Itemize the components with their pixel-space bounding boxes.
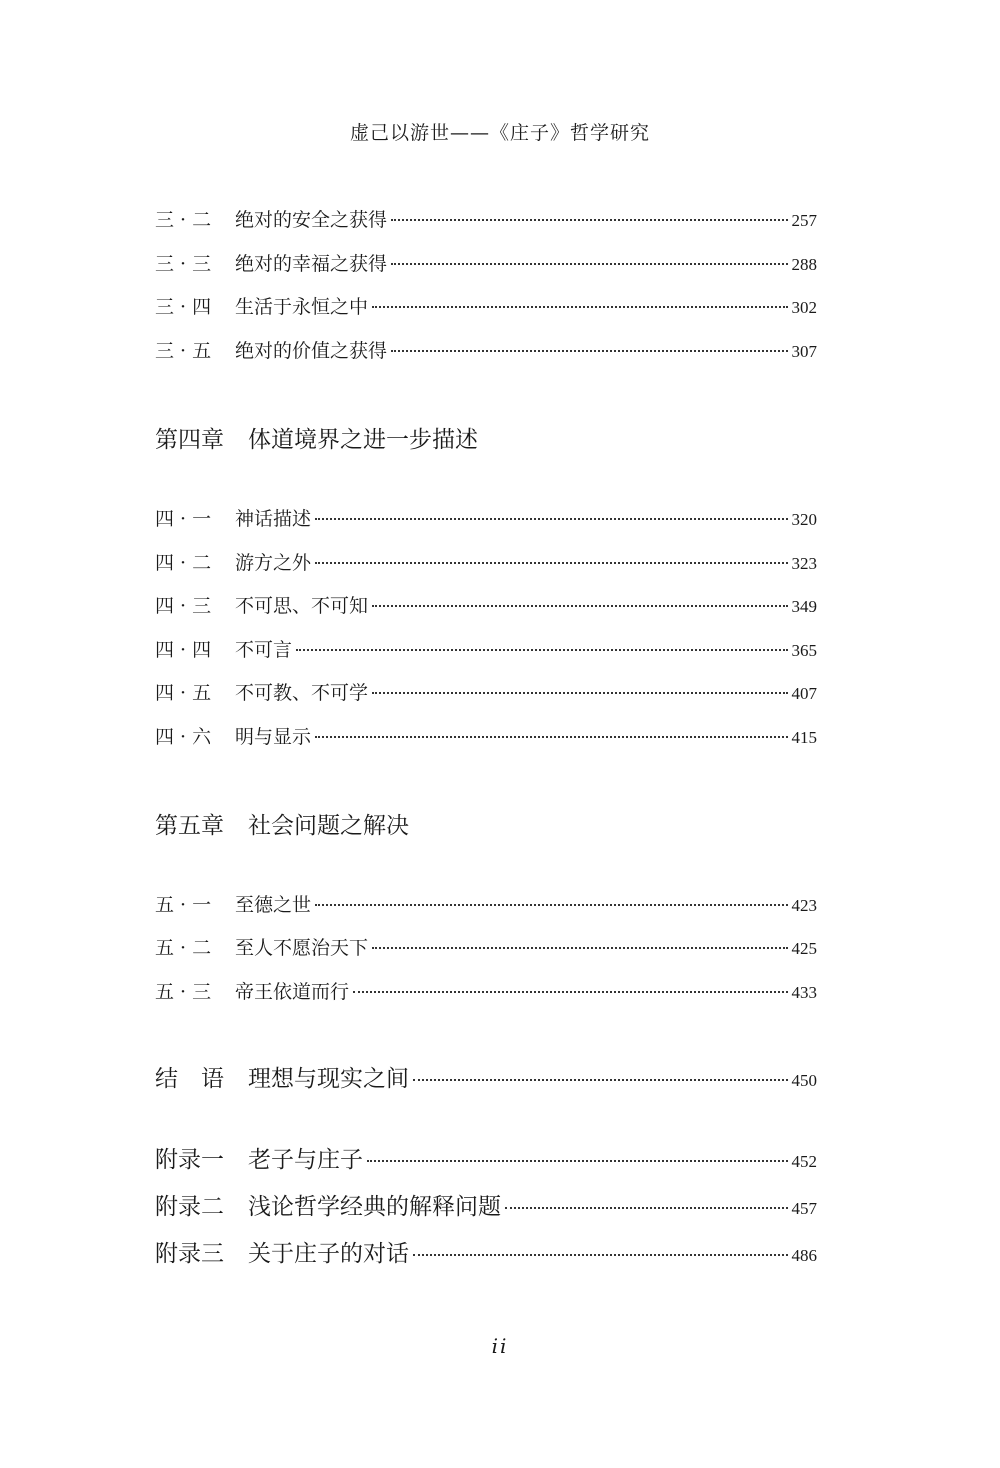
entry-page: 288	[791, 255, 817, 274]
entry-number: 附录三	[155, 1241, 224, 1267]
dot-leader	[391, 263, 787, 265]
entry-page: 415	[791, 728, 817, 747]
toc-entry[interactable]	[155, 250, 817, 279]
entry-number: 四 · 三	[155, 595, 212, 617]
chapter-heading[interactable]	[155, 424, 478, 456]
toc-entry[interactable]	[155, 723, 817, 752]
toc-entry[interactable]	[155, 206, 817, 235]
entry-page: 452	[791, 1152, 817, 1171]
toc-entry[interactable]	[155, 891, 817, 920]
entry-number: 四 · 六	[155, 726, 212, 748]
entry-page: 457	[791, 1199, 817, 1218]
toc-conclusion[interactable]	[155, 1063, 817, 1097]
entry-number: 四 · 二	[155, 552, 212, 574]
chapter-title: 社会问题之解决	[248, 813, 409, 839]
entry-title: 明与显示	[235, 726, 312, 748]
entry-page: 307	[791, 342, 817, 361]
dot-leader	[413, 1079, 788, 1081]
dot-leader	[372, 947, 787, 949]
entry-title: 关于庄子的对话	[248, 1241, 409, 1267]
entry-title: 绝对的幸福之获得	[235, 253, 388, 275]
toc-entry[interactable]	[155, 934, 817, 963]
entry-number: 附录一	[155, 1147, 224, 1173]
entry-number: 结 语	[155, 1066, 224, 1092]
toc-appendix[interactable]	[155, 1191, 817, 1225]
running-header: 虚己以游世——《庄子》哲学研究	[349, 122, 650, 144]
dot-leader	[372, 605, 787, 607]
entry-title: 至人不愿治天下	[235, 937, 369, 959]
entry-number: 四 · 一	[155, 508, 212, 530]
entry-page: 320	[791, 510, 817, 529]
entry-page: 450	[791, 1071, 817, 1090]
toc-appendix[interactable]	[155, 1238, 817, 1272]
entry-title: 浅论哲学经典的解释问题	[248, 1194, 501, 1220]
entry-number: 三 · 二	[155, 209, 212, 231]
toc-entry[interactable]	[155, 592, 817, 621]
dot-leader	[413, 1254, 788, 1256]
entry-page: 323	[791, 554, 817, 573]
entry-page: 425	[791, 939, 817, 958]
entry-page: 257	[791, 211, 817, 230]
dot-leader	[315, 518, 787, 520]
entry-page: 407	[791, 684, 817, 703]
page-number: ii	[491, 1334, 509, 1358]
chapter-title: 体道境界之进一步描述	[248, 427, 478, 453]
entry-number: 三 · 三	[155, 253, 212, 275]
entry-title: 不可教、不可学	[235, 682, 369, 704]
entry-title: 神话描述	[235, 508, 312, 530]
entry-page: 349	[791, 597, 817, 616]
entry-page: 423	[791, 896, 817, 915]
entry-number: 附录二	[155, 1194, 224, 1220]
entry-title: 绝对的安全之获得	[235, 209, 388, 231]
entry-number: 四 · 四	[155, 639, 212, 661]
dot-leader	[315, 904, 787, 906]
toc-entry[interactable]	[155, 337, 817, 366]
dot-leader	[296, 649, 787, 651]
chapter-number: 第五章	[155, 813, 224, 839]
entry-number: 三 · 四	[155, 296, 212, 318]
entry-page: 486	[791, 1246, 817, 1265]
entry-number: 三 · 五	[155, 340, 212, 362]
entry-title: 不可思、不可知	[235, 595, 369, 617]
entry-number: 四 · 五	[155, 682, 212, 704]
entry-number: 五 · 一	[155, 894, 212, 916]
dot-leader	[315, 562, 787, 564]
chapter-heading[interactable]	[155, 810, 409, 842]
entry-title: 生活于永恒之中	[235, 296, 369, 318]
dot-leader	[372, 306, 787, 308]
entry-page: 365	[791, 641, 817, 660]
entry-number: 五 · 三	[155, 981, 212, 1003]
dot-leader	[391, 219, 787, 221]
dot-leader	[372, 692, 787, 694]
dot-leader	[315, 736, 787, 738]
entry-title: 游方之外	[235, 552, 312, 574]
entry-title: 至德之世	[235, 894, 312, 916]
toc-entry[interactable]	[155, 505, 817, 534]
chapter-number: 第四章	[155, 427, 224, 453]
toc-entry[interactable]	[155, 293, 817, 322]
entry-number: 五 · 二	[155, 937, 212, 959]
entry-title: 理想与现实之间	[248, 1066, 409, 1092]
dot-leader	[391, 350, 787, 352]
dot-leader	[505, 1207, 788, 1209]
dot-leader	[367, 1160, 788, 1162]
entry-title: 帝王依道而行	[235, 981, 350, 1003]
toc-entry[interactable]	[155, 679, 817, 708]
entry-page: 302	[791, 298, 817, 317]
entry-title: 不可言	[235, 639, 293, 661]
toc-entry[interactable]	[155, 978, 817, 1007]
toc-appendix[interactable]	[155, 1144, 817, 1178]
entry-title: 老子与庄子	[248, 1147, 363, 1173]
entry-title: 绝对的价值之获得	[235, 340, 388, 362]
toc-entry[interactable]	[155, 549, 817, 578]
dot-leader	[353, 991, 787, 993]
entry-page: 433	[791, 983, 817, 1002]
toc-entry[interactable]	[155, 636, 817, 665]
